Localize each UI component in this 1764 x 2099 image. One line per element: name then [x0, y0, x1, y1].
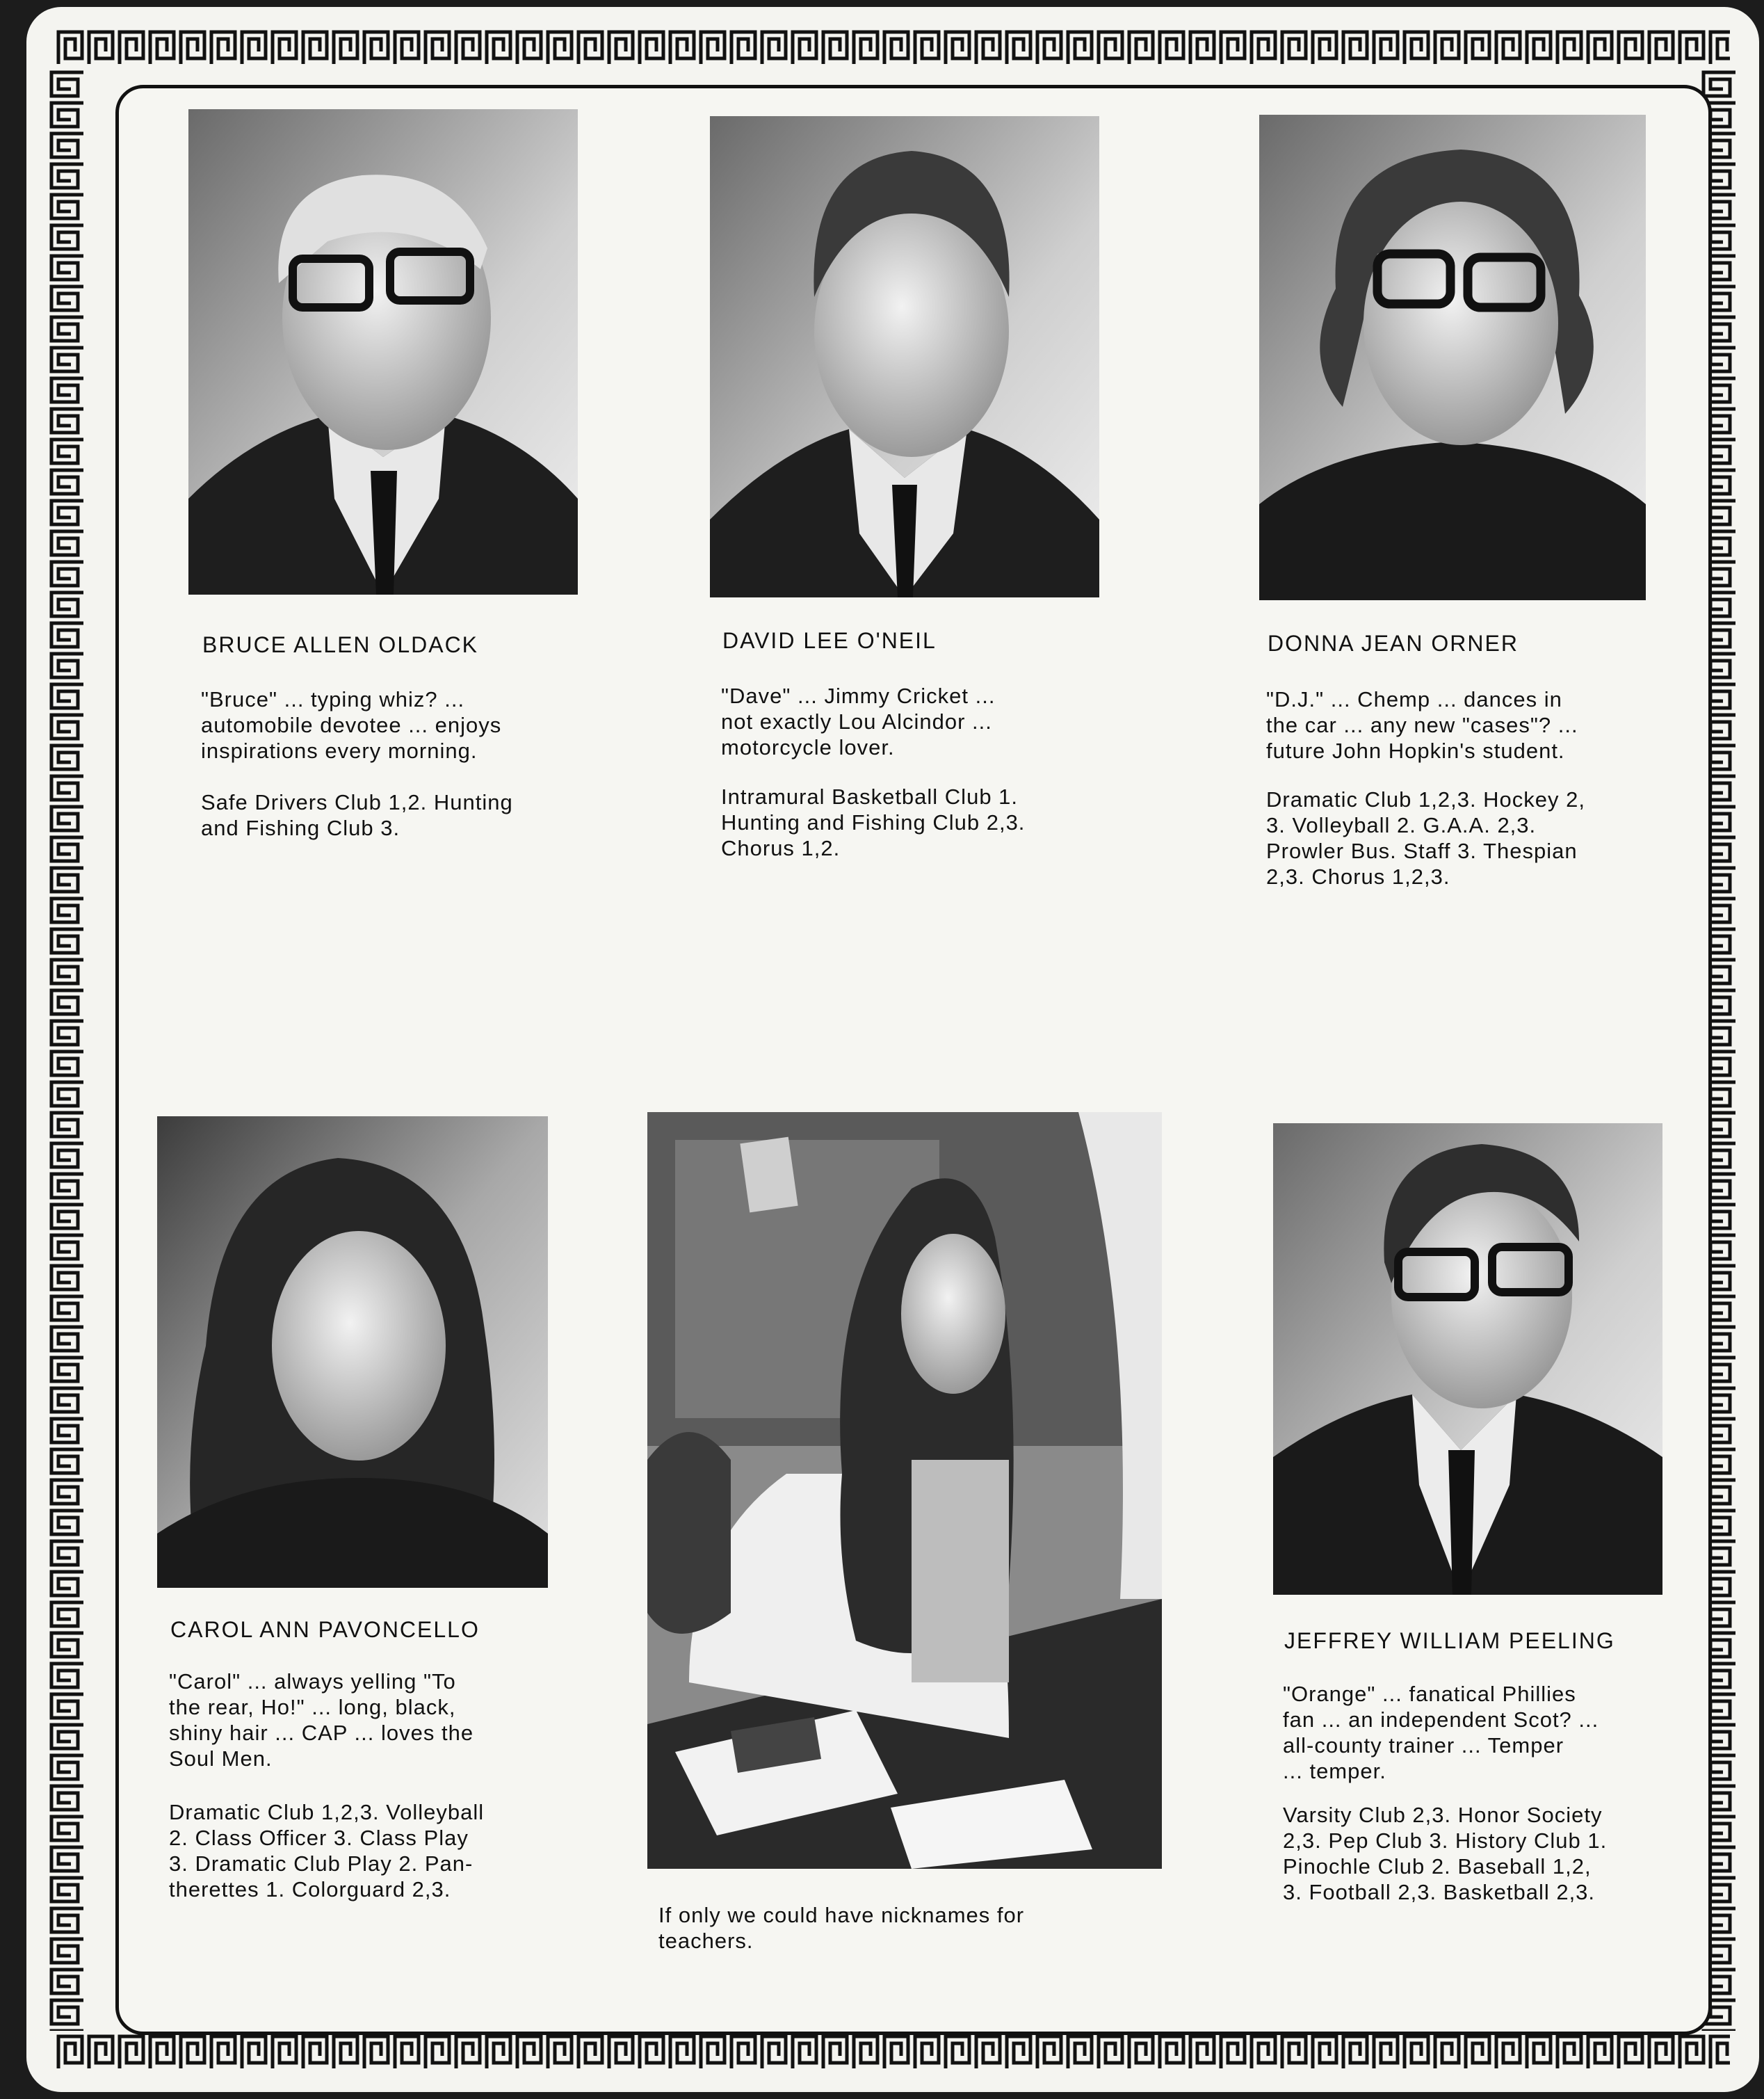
quote-line: motorcycle lover. [721, 735, 895, 759]
student-activities [1283, 1802, 1648, 1905]
activity-line: Dramatic Club 1,2,3. Volleyball [169, 1800, 485, 1824]
quote-line: the car ... any new "cases"? ... [1266, 713, 1578, 737]
student-name: JEFFREY WILLIAM PEELING [1284, 1628, 1615, 1653]
activity-line: Varsity Club 2,3. Honor Society [1283, 1803, 1603, 1827]
student-activities [201, 789, 569, 841]
student-quote [201, 686, 563, 764]
student-name: BRUCE ALLEN OLDACK [202, 632, 479, 657]
quote-line: automobile devotee ... enjoys [201, 713, 502, 737]
quote-line: "Bruce" ... typing whiz? ... [201, 687, 465, 711]
quote-line: the rear, Ho!" ... long, black, [169, 1695, 456, 1719]
portrait-donna-orner [1259, 115, 1646, 600]
student-quote [721, 683, 1083, 760]
quote-line: fan ... an independent Scot? ... [1283, 1707, 1599, 1732]
bottom-border [56, 2032, 1730, 2071]
quote-line: Soul Men. [169, 1746, 273, 1771]
activity-line: 3. Dramatic Club Play 2. Pan- [169, 1851, 474, 1876]
left-border [47, 70, 86, 2031]
portrait-carol-pavoncello [157, 1116, 548, 1588]
activity-line: Prowler Bus. Staff 3. Thespian [1266, 839, 1578, 863]
caption-line: teachers. [658, 1929, 754, 1953]
caption-line: If only we could have nicknames for [658, 1903, 1025, 1927]
activity-line: Hunting and Fishing Club 2,3. [721, 810, 1026, 835]
top-border [56, 28, 1730, 67]
activity-line: Dramatic Club 1,2,3. Hockey 2, [1266, 787, 1586, 812]
candid-photo [647, 1112, 1162, 1869]
activity-line: and Fishing Club 3. [201, 816, 400, 840]
student-name: CAROL ANN PAVONCELLO [170, 1617, 480, 1642]
activity-line: therettes 1. Colorguard 2,3. [169, 1877, 451, 1901]
quote-line: "D.J." ... Chemp ... dances in [1266, 687, 1562, 711]
portrait-david-oneil [710, 116, 1099, 597]
quote-line: "Carol" ... always yelling "To [169, 1669, 456, 1694]
student-activities [169, 1799, 534, 1902]
portrait-jeffrey-peeling [1273, 1123, 1662, 1595]
activity-line: 2,3. Chorus 1,2,3. [1266, 864, 1450, 889]
student-name: DAVID LEE O'NEIL [722, 628, 937, 653]
quote-line: not exactly Lou Alcindor ... [721, 709, 992, 734]
activity-line: 3. Football 2,3. Basketball 2,3. [1283, 1880, 1596, 1904]
activity-line: Intramural Basketball Club 1. [721, 785, 1019, 809]
student-activities [1266, 787, 1635, 890]
student-quote [1266, 686, 1631, 764]
activity-line: 3. Volleyball 2. G.A.A. 2,3. [1266, 813, 1537, 837]
quote-line: all-county trainer ... Temper [1283, 1733, 1564, 1758]
quote-line: "Dave" ... Jimmy Cricket ... [721, 684, 996, 708]
activity-line: Chorus 1,2. [721, 836, 841, 860]
activity-line: 2,3. Pep Club 3. History Club 1. [1283, 1828, 1608, 1853]
quote-line: shiny hair ... CAP ... loves the [169, 1721, 474, 1745]
candid-caption [658, 1902, 1142, 1954]
student-activities [721, 784, 1090, 861]
quote-line: "Orange" ... fanatical Phillies [1283, 1682, 1576, 1706]
portrait-bruce-oldack [188, 109, 578, 595]
student-quote [1283, 1681, 1648, 1784]
quote-line: inspirations every morning. [201, 739, 478, 763]
quote-line: ... temper. [1283, 1759, 1386, 1783]
quote-line: future John Hopkin's student. [1266, 739, 1565, 763]
content-frame [115, 85, 1712, 2035]
yearbook-page [26, 7, 1759, 2092]
activity-line: Safe Drivers Club 1,2. Hunting [201, 790, 513, 814]
activity-line: 2. Class Officer 3. Class Play [169, 1826, 469, 1850]
student-name: DONNA JEAN ORNER [1268, 631, 1519, 656]
activity-line: Pinochle Club 2. Baseball 1,2, [1283, 1854, 1592, 1879]
student-quote [169, 1668, 534, 1771]
